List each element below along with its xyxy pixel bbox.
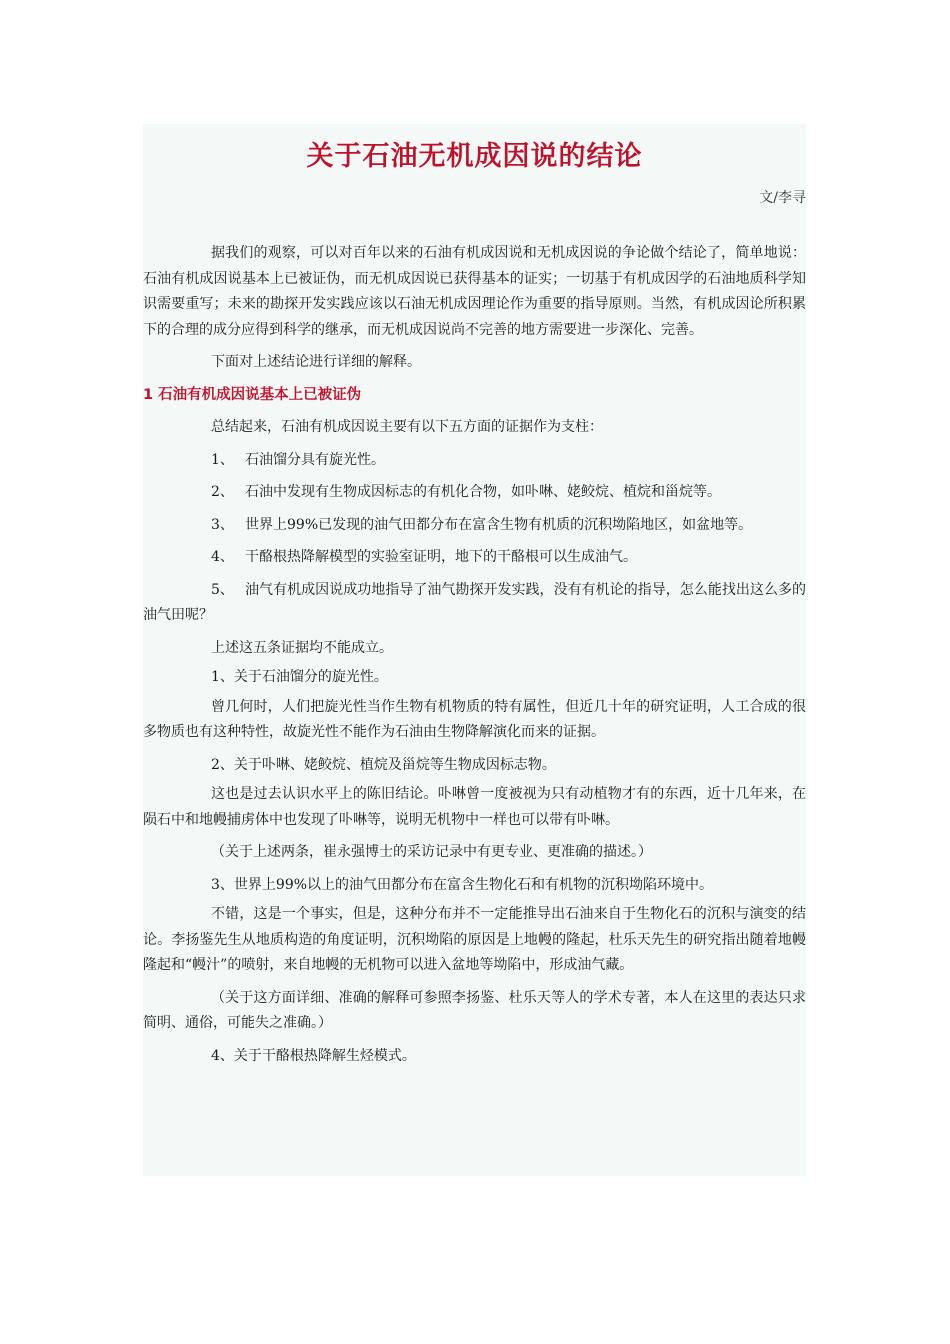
subsection-heading: 3、世界上99%以上的油气田都分布在富含生物化石和有机物的沉积坳陷环境中。: [211, 876, 714, 893]
section-heading: 1 石油有机成因说基本上已被证伪: [143, 386, 362, 403]
section-lead: 总结起来，石油有机成因说主要有以下五方面的证据作为支柱：: [211, 419, 603, 435]
list-item-number: 1、: [211, 451, 234, 468]
list-item: [143, 545, 806, 571]
subsection-heading: 2、关于卟啉、姥鲛烷、植烷及甾烷等生物成因标志物。: [211, 756, 556, 773]
list-item-number: 2、: [211, 484, 234, 500]
body-paragraph: 不错，这是一个事实，但是，这种分布并不一定能推导出石油来自于生物化石的沉积与演变的结论。李扬鉴先生从地质构造的角度证明，沉积坳陷的原因是上地幔的隆起，杜乐天先生的研究指出随着地幔隆起和“幔汁”的喷射，来自地幔的无机物可以进入盆地等坳陷中，形成油气藏。: [143, 906, 806, 973]
document-page: [143, 124, 806, 1176]
list-item-text: 石油中发现有生物成因标志的有机化合物，如卟啉、姥鲛烷、植烷和甾烷等。: [245, 484, 721, 500]
list-item: [143, 578, 806, 629]
list-item-number: 3、: [211, 516, 234, 533]
article-title: 关于石油无机成因说的结论: [306, 141, 643, 172]
note-paragraph: （关于这方面详细、准确的解释可参照李扬鉴、杜乐天等人的学术专著，本人在这里的表达只求简明、通俗，可能失之准确。）: [143, 989, 806, 1031]
subsection-heading: 4、关于干酪根热降解生烃模式。: [211, 1047, 416, 1064]
article-body: [143, 241, 806, 1073]
list-item-text: 干酪根热降解模型的实验室证明，地下的干酪根可以生成油气。: [245, 549, 637, 565]
list-item-text: 石油馏分具有旋光性。: [245, 451, 385, 468]
list-item-number: 5、: [211, 581, 234, 598]
body-paragraph: 上述这五条证据均不能成立。: [211, 639, 393, 656]
intro-paragraph: 据我们的观察，可以对百年以来的石油有机成因说和无机成因说的争论做个结论了，简单地说：石油有机成因说基本上已被证伪，而无机成因说已获得基本的证实；一切基于有机成因学的石油地质科学知识需要重写；未来的勘探开发实践应该以石油无机成因理论作为重要的指导原则。当然，有机成因论所积累下的合理的成分应得到科学的继承，而无机成因说尚不完善的地方需要进一步深化、完善。: [143, 245, 806, 338]
list-item-number: 4、: [211, 549, 234, 565]
list-item-text: 世界上99%已发现的油气田都分布在富含生物有机质的沉积坳陷地区，如盆地等。: [245, 516, 753, 533]
list-item: [143, 480, 806, 506]
list-item: [143, 513, 806, 539]
body-paragraph: 曾几何时，人们把旋光性当作生物有机物质的特有属性，但近几十年的研究证明，人工合成的很多物质也有这种特性，故旋光性不能作为石油由生物降解演化而来的证据。: [143, 698, 806, 740]
intro-paragraph: 下面对上述结论进行详细的解释。: [211, 354, 421, 370]
note-paragraph: （关于上述两条，崔永强博士的采访记录中有更专业、更准确的描述。）: [211, 844, 652, 860]
body-paragraph: 这也是过去认识水平上的陈旧结论。卟啉曾一度被视为只有动植物才有的东西，近十几年来，在陨石中和地幔捕虏体中也发现了卟啉等，说明无机物中一样也可以带有卟啉。: [143, 786, 806, 828]
list-item: [143, 448, 806, 474]
list-item-text: 油气有机成因说成功地指导了油气勘探开发实践，没有有机论的指导，怎么能找出这么多的油气田呢？: [143, 581, 806, 623]
article-byline: 文/李寻: [759, 190, 806, 206]
subsection-heading: 1、关于石油馏分的旋光性。: [211, 669, 388, 685]
